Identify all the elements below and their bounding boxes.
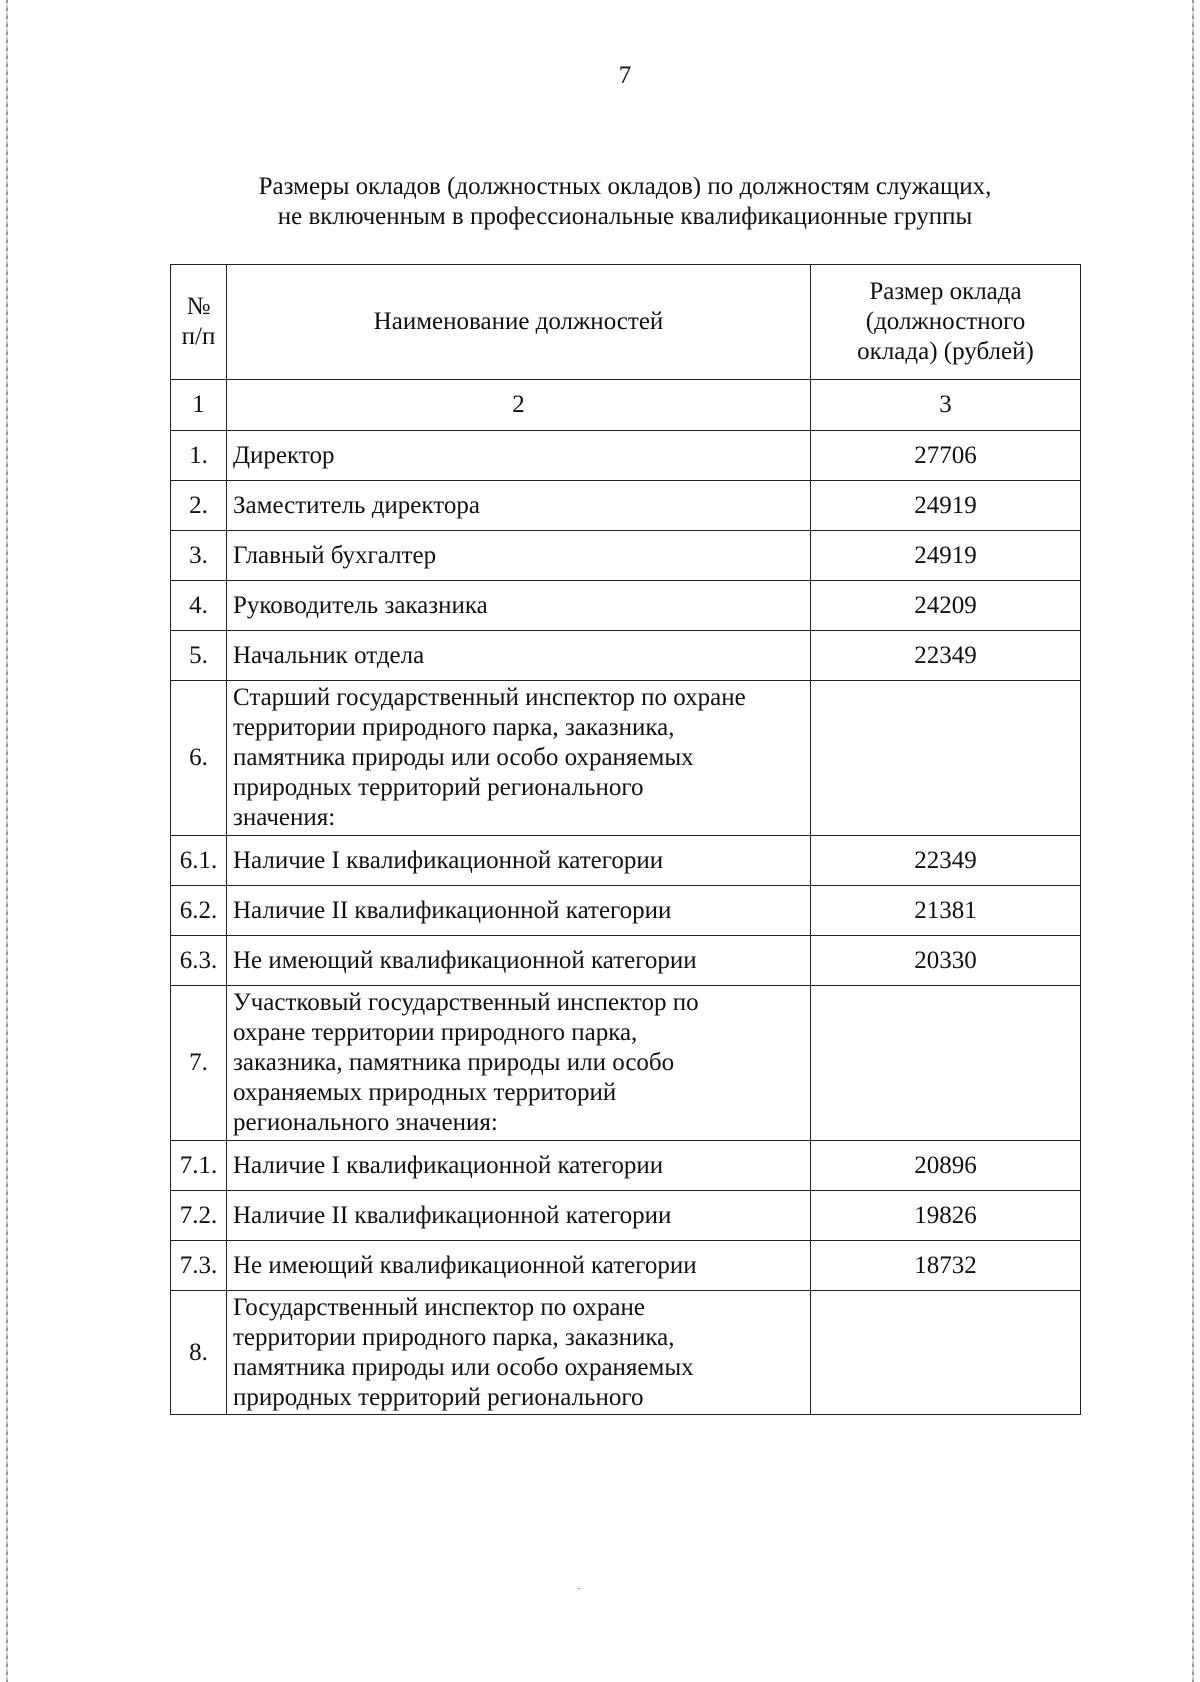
salary-value: 24919 bbox=[811, 531, 1081, 581]
salary-value bbox=[811, 681, 1081, 836]
position-name: Наличие I квалификационной категории bbox=[227, 836, 811, 886]
table-row bbox=[171, 1291, 1081, 1415]
row-number: 6. bbox=[171, 681, 227, 836]
position-name: Наличие II квалификационной категории bbox=[227, 886, 811, 936]
position-name: Директор bbox=[227, 431, 811, 481]
salary-value: 20330 bbox=[811, 936, 1081, 986]
row-number: 1. bbox=[171, 431, 227, 481]
position-name: Руководитель заказника bbox=[227, 581, 811, 631]
table-row bbox=[171, 431, 1081, 481]
table-row bbox=[171, 531, 1081, 581]
position-name: Участковый государственный инспектор по охране территории природного парка, заказника, памятника природы или особо охраняемых природных территорий регионального значения: bbox=[227, 986, 811, 1141]
column-number: 2 bbox=[227, 380, 811, 431]
position-name: Заместитель директора bbox=[227, 481, 811, 531]
row-number: 6.1. bbox=[171, 836, 227, 886]
column-number: 1 bbox=[171, 380, 227, 431]
row-number: 2. bbox=[171, 481, 227, 531]
row-number: 8. bbox=[171, 1291, 227, 1415]
salary-value: 22349 bbox=[811, 836, 1081, 886]
salary-value: 22349 bbox=[811, 631, 1081, 681]
table-row bbox=[171, 836, 1081, 886]
page-number: 7 bbox=[618, 62, 632, 89]
table-row bbox=[171, 1241, 1081, 1291]
header-value: Размер оклада (должностного оклада) (рублей) bbox=[811, 265, 1081, 380]
scan-edge-right bbox=[1192, 0, 1194, 1682]
position-name: Наличие I квалификационной категории bbox=[227, 1141, 811, 1191]
table-row bbox=[171, 936, 1081, 986]
column-number-row bbox=[171, 380, 1081, 431]
row-number: 3. bbox=[171, 531, 227, 581]
table-row bbox=[171, 886, 1081, 936]
row-number: 7.3. bbox=[171, 1241, 227, 1291]
salary-value: 20896 bbox=[811, 1141, 1081, 1191]
column-number: 3 bbox=[811, 380, 1081, 431]
salary-value bbox=[811, 986, 1081, 1141]
position-name: Главный бухгалтер bbox=[227, 531, 811, 581]
row-number: 7.2. bbox=[171, 1191, 227, 1241]
position-name: Начальник отдела bbox=[227, 631, 811, 681]
salary-value: 21381 bbox=[811, 886, 1081, 936]
table-row bbox=[171, 1191, 1081, 1241]
header-num: № п/п bbox=[171, 265, 227, 380]
salary-value: 24919 bbox=[811, 481, 1081, 531]
table-row bbox=[171, 1141, 1081, 1191]
salary-value: 27706 bbox=[811, 431, 1081, 481]
salary-value: 18732 bbox=[811, 1241, 1081, 1291]
table-row bbox=[171, 481, 1081, 531]
position-name: Наличие II квалификационной категории bbox=[227, 1191, 811, 1241]
header-name: Наименование должностей bbox=[227, 265, 811, 380]
salary-table bbox=[170, 264, 1081, 1415]
title-line-1: Размеры окладов (должностных окладов) по должностям служащих, bbox=[258, 173, 992, 200]
row-number: 5. bbox=[171, 631, 227, 681]
scan-edge-left bbox=[6, 0, 8, 1682]
table-row bbox=[171, 631, 1081, 681]
table-row bbox=[171, 986, 1081, 1141]
salary-value: 19826 bbox=[811, 1191, 1081, 1241]
table-row bbox=[171, 581, 1081, 631]
row-number: 4. bbox=[171, 581, 227, 631]
position-name: Не имеющий квалификационной категории bbox=[227, 1241, 811, 1291]
position-name: Государственный инспектор по охране территории природного парка, заказника, памятника природы или особо охраняемых природных территорий регионального bbox=[227, 1291, 811, 1415]
salary-value bbox=[811, 1291, 1081, 1415]
salary-value: 24209 bbox=[811, 581, 1081, 631]
position-name: Старший государственный инспектор по охране территории природного парка, заказника, памятника природы или особо охраняемых природных территорий регионального значения: bbox=[227, 681, 811, 836]
scan-speck bbox=[578, 1588, 580, 1589]
row-number: 7.1. bbox=[171, 1141, 227, 1191]
row-number: 6.2. bbox=[171, 886, 227, 936]
document-title bbox=[160, 172, 1090, 232]
row-number: 7. bbox=[171, 986, 227, 1141]
title-line-2: не включенным в профессиональные квалификационные группы bbox=[277, 203, 973, 230]
row-number: 6.3. bbox=[171, 936, 227, 986]
header-row bbox=[171, 265, 1081, 380]
table-row bbox=[171, 681, 1081, 836]
position-name: Не имеющий квалификационной категории bbox=[227, 936, 811, 986]
